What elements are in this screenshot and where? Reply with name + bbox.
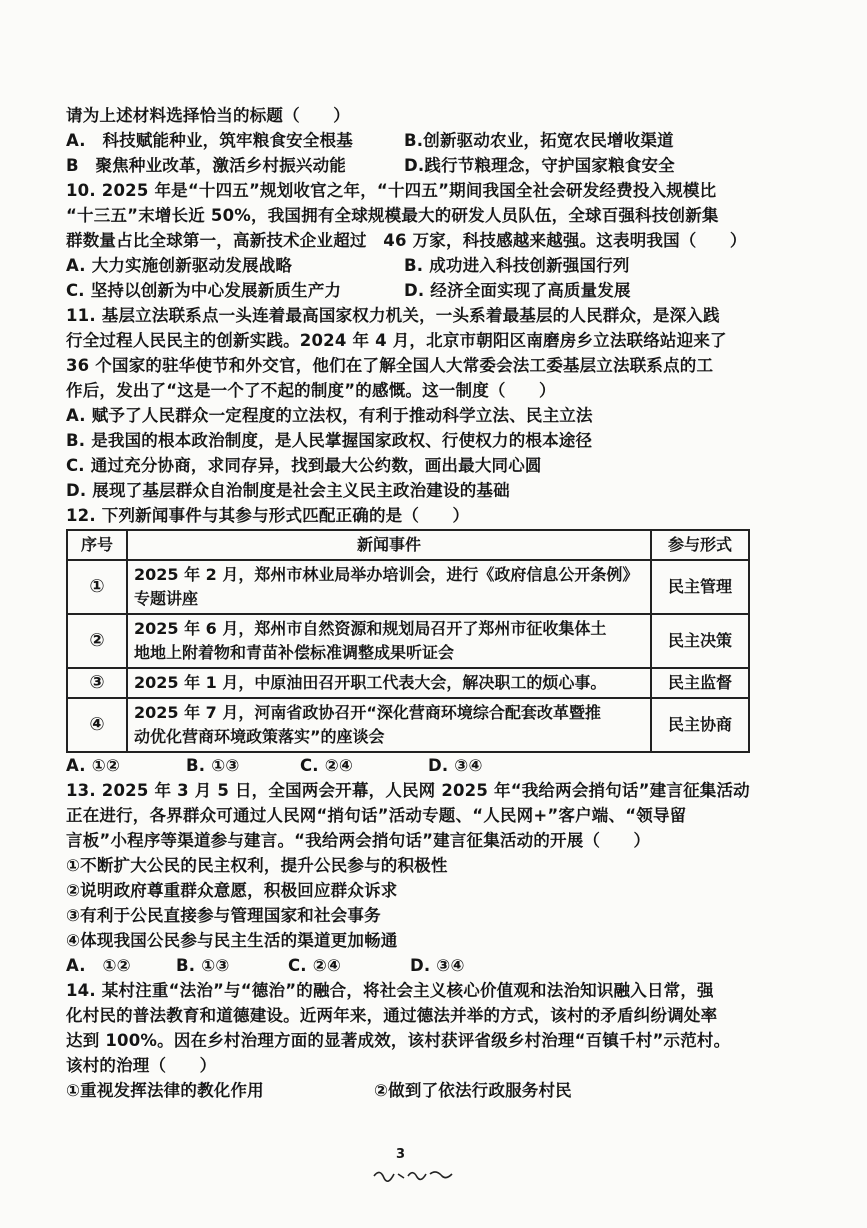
q14-statement-1: ①重视发挥法律的教化作用 xyxy=(66,1081,264,1100)
table-header-event: 新闻事件 xyxy=(127,530,651,560)
table-row xyxy=(67,560,749,614)
row-event-line: 动优化营商环境政策落实”的座谈会 xyxy=(134,727,385,746)
q10-stem-line: 10. 2025 年是“十四五”规划收官之年，“十四五”期间我国全社会研发经费投入规模比 xyxy=(66,181,717,200)
q13-statement-1: ①不断扩大公民的民主权利，提升公民参与的积极性 xyxy=(66,856,448,875)
q10-options-row-2 xyxy=(66,278,806,303)
q10-option-b: B. 成功进入科技创新强国行列 xyxy=(404,256,630,275)
q13-stem-line: 正在进行，各界群众可通过人民网“捎句话”活动专题、“人民网+”客户端、“领导留 xyxy=(66,806,687,825)
q13-option-b: B. ①③ xyxy=(176,956,230,975)
q12-prompt: 12. 下列新闻事件与其参与形式匹配正确的是（ ） xyxy=(66,506,470,525)
q11-stem-line: 作后，发出了“这是一个了不起的制度”的感慨。这一制度（ ） xyxy=(66,381,556,400)
row-number: ② xyxy=(67,614,127,668)
row-form: 民主监督 xyxy=(651,668,749,698)
q11-stem-line: 36 个国家的驻华使节和外交官，他们在了解全国人大常委会法工委基层立法联系点的工 xyxy=(66,356,714,375)
q12-options xyxy=(66,753,806,778)
q11-option-c: C. 通过充分协商，求同存异，找到最大公约数，画出最大同心圆 xyxy=(66,456,542,475)
q14-statement-2: ②做到了依法行政服务村民 xyxy=(374,1081,572,1100)
q11-option-b: B. 是我国的根本政治制度，是人民掌握国家政权、行使权力的根本途径 xyxy=(66,431,593,450)
q13-statement-3: ③有利于公民直接参与管理国家和社会事务 xyxy=(66,906,381,925)
q9-option-d: D.践行节粮理念，守护国家粮食安全 xyxy=(404,156,675,175)
row-event xyxy=(127,560,651,614)
q12-news-table xyxy=(66,529,750,753)
row-event-line: 2025 年 7 月，河南省政协召开“深化营商环境综合配套改革暨推 xyxy=(134,703,601,722)
row-event-line: 专题讲座 xyxy=(134,589,199,608)
q11-stem-line: 11. 基层立法联系点一头连着最高国家权力机关，一头系着最基层的人民群众，是深入践 xyxy=(66,306,720,325)
row-event-line: 2025 年 6 月，郑州市自然资源和规划局召开了郑州市征收集体土 xyxy=(134,619,607,638)
table-header-form: 参与形式 xyxy=(651,530,749,560)
q9-options-row-1 xyxy=(66,128,806,153)
q10-stem-line: “十三五”末增长近 50%，我国拥有全球规模最大的研发人员队伍，全球百强科技创新集 xyxy=(66,206,719,225)
q13-statement-2: ②说明政府尊重群众意愿，积极回应群众诉求 xyxy=(66,881,398,900)
row-number: ④ xyxy=(67,698,127,752)
q9-option-b: B.创新驱动农业，拓宽农民增收渠道 xyxy=(404,131,674,150)
q14-stem-line: 化村民的普法教育和道德建设。近两年来，通过德法并举的方式，该村的矛盾纠纷调处率 xyxy=(66,1006,718,1025)
row-number: ③ xyxy=(67,668,127,698)
table-header-num: 序号 xyxy=(67,530,127,560)
row-event-line: 2025 年 2 月，郑州市林业局举办培训会，进行《政府信息公开条例》 xyxy=(134,565,639,584)
q9-option-a: A. 科技赋能种业，筑牢粮食安全根基 xyxy=(66,131,353,150)
page-number: 3 xyxy=(396,1147,406,1162)
q13-statement-4: ④体现我国公民参与民主生活的渠道更加畅通 xyxy=(66,931,398,950)
table-header-row xyxy=(67,530,749,560)
q12-option-c: C. ②④ xyxy=(300,756,354,775)
q12-option-d: D. ③④ xyxy=(428,756,483,775)
q13-option-d: D. ③④ xyxy=(410,956,465,975)
q10-stem-line: 群数量占比全球第一，高新技术企业超过 46 万家，科技感越来越强。这表明我国（ ） xyxy=(66,231,747,250)
row-event xyxy=(127,698,651,752)
row-event xyxy=(127,614,651,668)
row-form: 民主决策 xyxy=(651,614,749,668)
table-row xyxy=(67,614,749,668)
q11-option-a: A. 赋予了人民群众一定程度的立法权，有利于推动科学立法、民主立法 xyxy=(66,406,593,425)
q11-stem-line: 行全过程人民民主的创新实践。2024 年 4 月，北京市朝阳区南磨房乡立法联络站迎来了 xyxy=(66,331,727,350)
q13-option-c: C. ②④ xyxy=(288,956,342,975)
q11-option-d: D. 展现了基层群众自治制度是社会主义民主政治建设的基础 xyxy=(66,481,510,500)
row-form: 民主管理 xyxy=(651,560,749,614)
q14-stem-line: 该村的治理（ ） xyxy=(66,1056,217,1075)
handwritten-mark-icon xyxy=(372,1164,462,1184)
exam-page xyxy=(66,103,806,1103)
q13-options xyxy=(66,953,806,978)
q12-option-b: B. ①③ xyxy=(186,756,240,775)
q14-statements-row xyxy=(66,1078,806,1103)
q9-prompt: 请为上述材料选择恰当的标题（ ） xyxy=(66,106,350,125)
q13-stem-line: 13. 2025 年 3 月 5 日，全国两会开幕，人民网 2025 年“我给两会捎句话”建言征集活动 xyxy=(66,781,750,800)
row-event-line: 2025 年 1 月，中原油田召开职工代表大会，解决职工的烦心事。 xyxy=(134,673,607,692)
q12-option-a: A. ①② xyxy=(66,756,121,775)
row-number: ① xyxy=(67,560,127,614)
q9-option-c: B 聚焦种业改革，激活乡村振兴动能 xyxy=(66,156,346,175)
q13-option-a: A. ①② xyxy=(66,956,131,975)
q14-stem-line: 14. 某村注重“法治”与“德治”的融合，将社会主义核心价值观和法治知识融入日常，强 xyxy=(66,981,714,1000)
q13-stem-line: 言板”小程序等渠道参与建言。“我给两会捎句话”建言征集活动的开展（ ） xyxy=(66,831,651,850)
q10-option-c: C. 坚持以创新为中心发展新质生产力 xyxy=(66,281,342,300)
row-event xyxy=(127,668,651,698)
row-event-line: 地地上附着物和青苗补偿标准调整成果听证会 xyxy=(134,643,455,662)
table-row xyxy=(67,698,749,752)
q10-option-a: A. 大力实施创新驱动发展战略 xyxy=(66,256,293,275)
q10-options-row-1 xyxy=(66,253,806,278)
table-row xyxy=(67,668,749,698)
q9-options-row-2 xyxy=(66,153,806,178)
row-form: 民主协商 xyxy=(651,698,749,752)
q10-option-d: D. 经济全面实现了高质量发展 xyxy=(404,281,631,300)
q14-stem-line: 达到 100%。因在乡村治理方面的显著成效，该村获评省级乡村治理“百镇千村”示范村。 xyxy=(66,1031,731,1050)
